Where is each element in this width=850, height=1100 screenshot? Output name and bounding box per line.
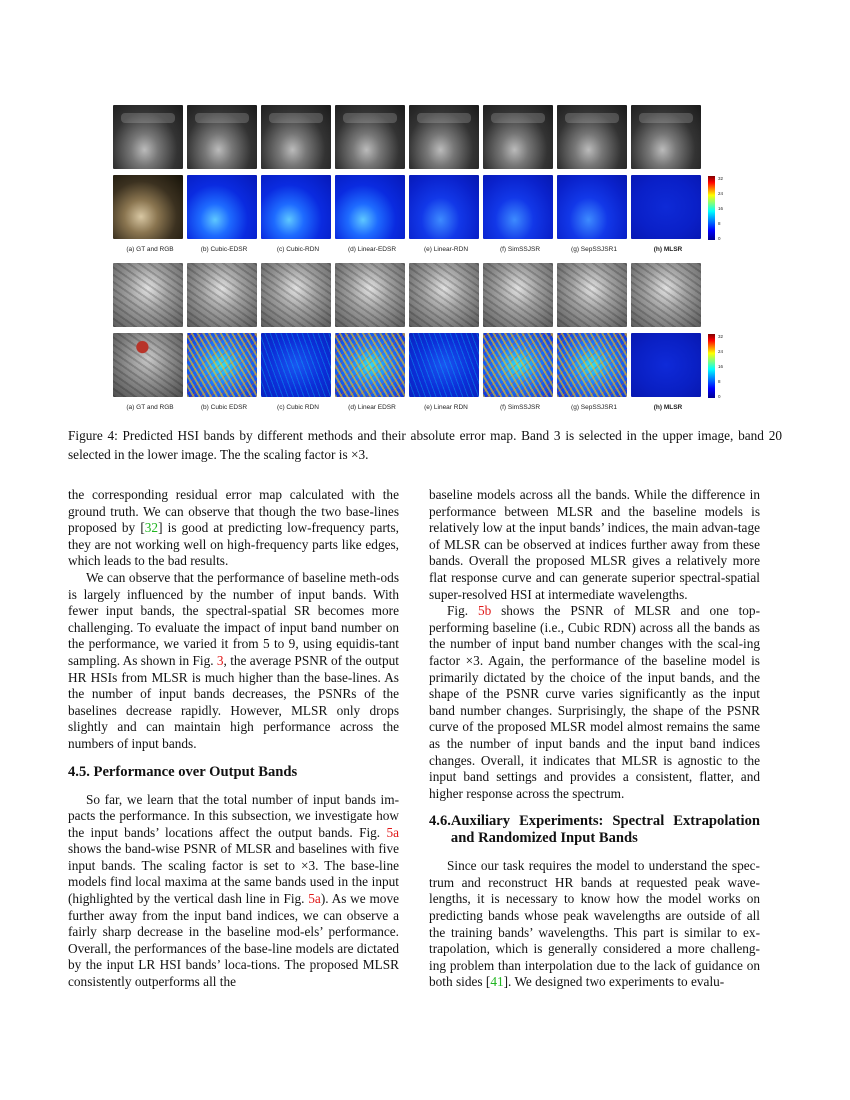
upper-sepssjsr1-error: [557, 175, 627, 239]
subfigure-label: (f) SimSSJSR: [499, 404, 541, 411]
cbar-tick: 32: [718, 334, 724, 339]
upper-subfigure-labels: [113, 246, 705, 253]
subfigure-label: (e) Linear RDN: [424, 404, 468, 411]
lower-linear-edsr-error: [335, 333, 405, 397]
lower-cubic-rdn-error: [261, 333, 331, 397]
upper-simssjsr-image: [483, 105, 553, 169]
lower-mlsr-error: [631, 333, 701, 397]
citation-link[interactable]: 32: [144, 520, 159, 536]
text-run: ). As we move further away from the input band indices, we can observe a fairly sharp decrease in the baseline mod-els’ performance. Overall, the performances of the base-line models are dictated by the input LR HSI bands’ loca-tions. The proposed MLSR consistently outperforms all the: [68, 891, 399, 990]
section-heading-4-5: 4.5. Performance over Output Bands: [68, 763, 298, 780]
subfigure-label: (g) SepSSJSR1: [571, 246, 617, 253]
upper-mlsr-error: [631, 175, 701, 239]
upper-simssjsr-error: [483, 175, 553, 239]
upper-colorbar: [708, 176, 715, 240]
subfigure-label: (a) GT and RGB: [126, 404, 174, 411]
paragraph: [429, 858, 760, 991]
subfigure-label: (f) SimSSJSR: [499, 246, 541, 253]
section-number: 4.6.: [429, 813, 451, 830]
paragraph: [429, 603, 760, 802]
figure-ref-link[interactable]: 5a: [308, 891, 321, 907]
cbar-tick: 8: [718, 221, 721, 226]
cbar-tick: 8: [718, 379, 721, 384]
upper-linear-edsr-image: [335, 105, 405, 169]
lower-error-row: [113, 333, 705, 397]
figure-ref-link[interactable]: 3: [216, 652, 224, 668]
paragraph: [68, 487, 399, 570]
section-title: Auxiliary Experiments: Spectral Extrapolation and Randomized Input Bands: [450, 813, 760, 847]
upper-rgb-image: [113, 175, 183, 239]
figure-caption: Figure 4: Predicted HSI bands by different methods and their absolute error map. Band 3 is selected in the upper image, band 20 selected in the lower image. The the scaling factor is ×3.: [68, 428, 782, 462]
paragraph: baseline models across all the bands. While the difference in performance between MLSR and the baseline models is relatively low at the input bands’ indices, the main advan-tage of MLSR can be observed at indices further away from these bands. Overall the proposed MLSR gives a relatively more flat response curve and can generate superior spectral-spatial super-resolved HSI at intermediate wavelengths.: [429, 487, 760, 602]
subfigure-label: (d) Linear-EDSR: [347, 246, 397, 253]
upper-cubic-rdn-error: [261, 175, 331, 239]
lower-linear-rdn-error: [409, 333, 479, 397]
lower-subfigure-labels: [113, 404, 705, 411]
upper-gt-image: [113, 105, 183, 169]
paragraph: [68, 570, 399, 753]
subfigure-label: (c) Cubic-RDN: [276, 246, 320, 253]
text-run: shows the PSNR of MLSR and one top-performing baseline (i.e., Cubic RDN) across all the bands as the number of input band number changes with the scal-ing factor ×3. Again, the performance of the baseline model is primarily dictated by the choice of the input bands, and the shape of the PSNR curve varies significantly as the input band number changes. Surprisingly, the shape of the PSNR curve of the proposed MLSR model almost remains the same as the number of input bands and the input band indices changes. Overall, it indicates that MLSR is agnostic to the input band settings and provides a consistent, flatter, and higher response across the spectrum.: [429, 603, 761, 801]
lower-cubic-rdn-image: [261, 263, 331, 327]
subfigure-label: (a) GT and RGB: [126, 246, 174, 253]
text-run: shows the band-wise PSNR of MLSR and baselines with five input bands. The scaling factor is set to ×3. The base-line models find local maxima at the same bands used in the input (highlighted by the vertical dash line in Fig.: [68, 841, 399, 907]
upper-cubic-edsr-image: [187, 105, 257, 169]
upper-sepssjsr1-image: [557, 105, 627, 169]
lower-linear-rdn-image: [409, 263, 479, 327]
upper-linear-rdn-error: [409, 175, 479, 239]
lower-simssjsr-image: [483, 263, 553, 327]
subfigure-label: (d) Linear EDSR: [348, 404, 396, 411]
subfigure-label: (b) Cubic-EDSR: [200, 246, 248, 253]
lower-gt-image: [113, 263, 183, 327]
subfigure-label: (b) Cubic EDSR: [200, 404, 248, 411]
cbar-tick: 24: [718, 349, 724, 354]
lower-simssjsr-error: [483, 333, 553, 397]
right-column: [429, 487, 760, 991]
lower-cubic-edsr-error: [187, 333, 257, 397]
lower-cubic-edsr-image: [187, 263, 257, 327]
text-run: So far, we learn that the total number of input bands im-pacts the performance. In this subsection, we investigate how the input bands’ locations affect the output bands. Fig.: [68, 791, 399, 840]
cbar-tick: 16: [718, 206, 724, 211]
cbar-tick: 0: [718, 394, 721, 399]
cbar-tick: 0: [718, 236, 721, 241]
cbar-tick: 32: [718, 176, 724, 181]
upper-prediction-row: [113, 105, 705, 169]
subfigure-label: (e) Linear-RDN: [423, 246, 469, 253]
lower-colorbar: [708, 334, 715, 398]
figure-4: [113, 100, 733, 420]
cbar-tick: 24: [718, 191, 724, 196]
upper-cubic-rdn-image: [261, 105, 331, 169]
paragraph: [68, 792, 399, 991]
upper-linear-rdn-image: [409, 105, 479, 169]
subfigure-label: (h) MLSR: [653, 246, 683, 253]
text-run: the corresponding residual error map calculated with the ground truth. We can observe that though the two base-lines proposed by [: [68, 487, 399, 536]
lower-mlsr-image: [631, 263, 701, 327]
subfigure-label: (h) MLSR: [653, 404, 683, 411]
lower-prediction-row: [113, 263, 705, 327]
section-heading-4-6: [429, 813, 760, 847]
left-column: [68, 487, 399, 991]
lower-linear-edsr-image: [335, 263, 405, 327]
upper-error-row: [113, 175, 705, 239]
subfigure-label: (g) SepSSJSR1: [571, 404, 617, 411]
upper-cubic-edsr-error: [187, 175, 257, 239]
text-run: , the average PSNR of the output HR HSIs from MLSR is much higher than the base-lines. As the number of input bands decreases, the PSNRs of the baselines decrease rapidly. However, MLSR only drops slightly and can maintain high performance across the numbers of input bands.: [68, 652, 399, 751]
lower-sepssjsr1-error: [557, 333, 627, 397]
text-run: ]. We designed two experiments to evalu-: [503, 974, 725, 990]
subfigure-label: (c) Cubic RDN: [277, 404, 319, 411]
upper-linear-edsr-error: [335, 175, 405, 239]
figure-ref-link[interactable]: 5b: [477, 603, 492, 619]
text-run: Since our task requires the model to understand the spec-trum and reconstruct HR bands at requested peak wave-lengths, it is necessary to know how the model works on predicting bands whose peak wavelengths are outside of all the training bands’ wavelengths. This part is similar to ex-trapolation, which is generally considered a more challeng-ing problem than interpolation due to the lack of guidance on both sides [: [429, 858, 760, 990]
text-run: Fig.: [447, 603, 478, 619]
lower-rgb-image: [113, 333, 183, 397]
figure-ref-link[interactable]: 5a: [386, 824, 399, 840]
text-run: ] is good at predicting low-frequency parts, they are not working well on high-frequency parts like edges, which leads to the bad results.: [68, 520, 400, 569]
upper-mlsr-image: [631, 105, 701, 169]
cbar-tick: 16: [718, 364, 724, 369]
lower-sepssjsr1-image: [557, 263, 627, 327]
citation-link[interactable]: 41: [490, 974, 504, 990]
text-run: We can observe that the performance of baseline meth-ods is largely influenced by the number of input bands. With fewer input bands, the spectral-spatial SR becomes more challenging. To evaluate the impact of input band number on the performance, we varied it from 5 to 9, using equidis-tant sampling. As shown in Fig.: [68, 569, 399, 668]
